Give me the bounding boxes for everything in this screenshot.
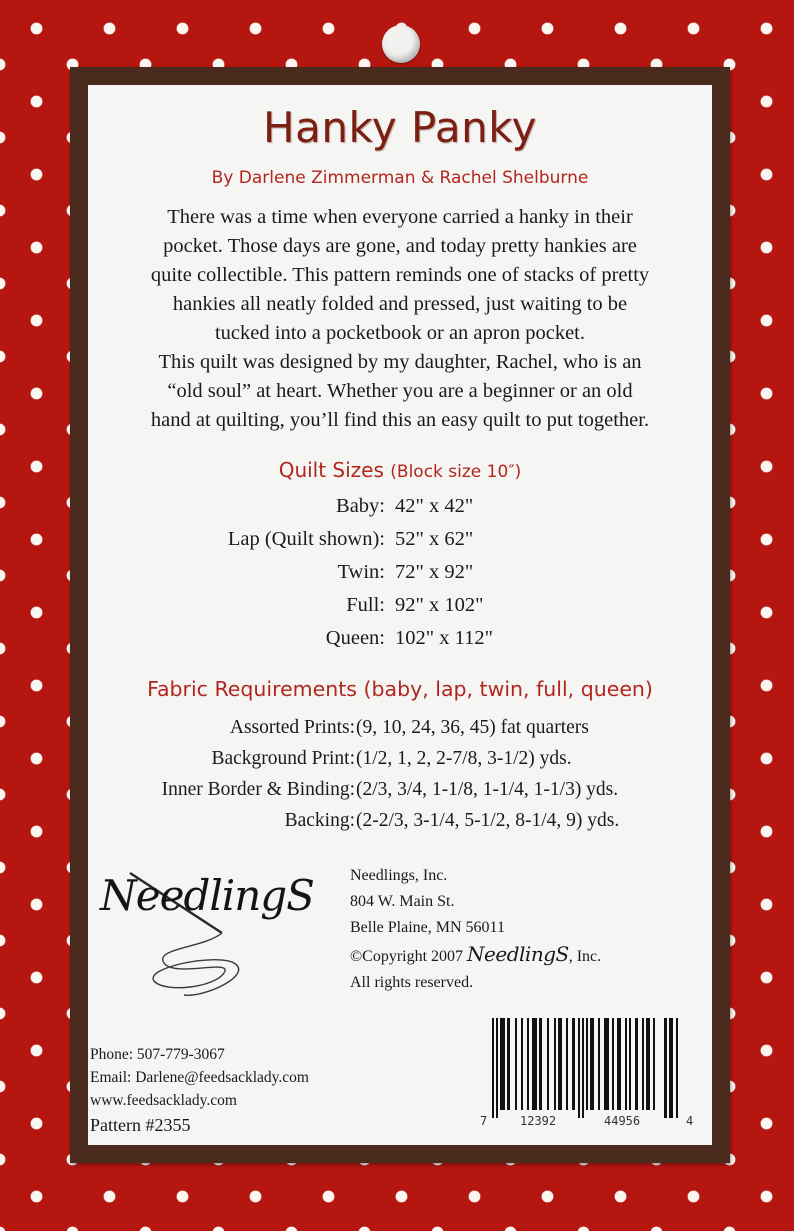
fabric-row — [88, 743, 712, 774]
fabric-label: Inner Border & Binding: — [161, 779, 355, 800]
publisher-name: Needlings, Inc. — [350, 867, 448, 884]
byline: By Darlene Zimmerman & Rachel Shelburne — [211, 168, 589, 188]
intro-line: There was a time when everyone carried a hanky in their — [167, 206, 633, 228]
brown-frame — [70, 67, 730, 1163]
fabric-value: (9, 10, 24, 36, 45) fat quarters — [356, 717, 589, 738]
barcode-bars-icon — [478, 1018, 693, 1118]
barcode-group-1: 12392 — [520, 1114, 557, 1128]
size-row-lap — [88, 523, 712, 556]
fabric-row — [88, 712, 712, 743]
size-value: 92" x 102" — [395, 594, 484, 616]
logo-wordmark: NeedlingS — [100, 871, 314, 920]
intro-line: “old soul” at heart. Whether you are a beginner or an old — [167, 380, 633, 402]
copyright-line — [350, 941, 601, 970]
size-label: Queen: — [325, 627, 385, 649]
size-label: Full: — [346, 594, 385, 616]
intro-text — [88, 203, 712, 435]
size-label: Lap (Quilt shown): — [227, 528, 385, 550]
fabric-label: Background Print: — [211, 748, 355, 769]
publisher-address — [350, 863, 601, 996]
size-row-baby — [88, 490, 712, 523]
size-value: 52" x 62" — [395, 528, 474, 550]
pattern-number: Pattern #2355 — [90, 1115, 191, 1135]
size-label: Baby: — [336, 495, 385, 517]
fabric-value: (1/2, 1, 2, 2-7/8, 3-1/2) yds. — [356, 748, 572, 769]
publisher-street: 804 W. Main St. — [350, 893, 455, 910]
quilt-sizes-title: Quilt Sizes — [278, 458, 384, 482]
size-row-queen — [88, 622, 712, 655]
size-value: 102" x 112" — [395, 627, 493, 649]
copyright-suffix: , Inc. — [568, 948, 602, 965]
fabric-requirements-table — [88, 712, 712, 836]
contact-info — [90, 1043, 309, 1138]
upc-barcode — [478, 1018, 693, 1133]
hanger-hole — [382, 25, 420, 63]
size-value: 42" x 42" — [395, 495, 474, 517]
pattern-title: Hanky Panky — [263, 103, 537, 152]
email: Email: Darlene@feedsacklady.com — [90, 1069, 309, 1086]
copyright-prefix: ©Copyright 2007 — [350, 948, 464, 965]
website: www.feedsacklady.com — [90, 1092, 237, 1109]
barcode-digit-right: 4 — [686, 1114, 694, 1128]
phone: Phone: 507-779-3067 — [90, 1046, 225, 1063]
intro-line: hankies all neatly folded and pressed, just waiting to be — [172, 293, 628, 315]
pattern-card — [88, 85, 712, 1145]
intro-line: hand at quilting, you’ll find this an easy quilt to put together. — [150, 409, 650, 431]
intro-line: quite collectible. This pattern reminds one of stacks of pretty — [150, 264, 650, 286]
publisher-city: Belle Plaine, MN 56011 — [350, 919, 505, 936]
size-row-twin — [88, 556, 712, 589]
intro-line: tucked into a pocketbook or an apron pocket. — [214, 322, 586, 344]
fabric-requirements-heading: Fabric Requirements (baby, lap, twin, full, queen) — [147, 677, 653, 701]
intro-line: pocket. Those days are gone, and today pretty hankies are — [163, 235, 637, 257]
fabric-value: (2/3, 3/4, 1-1/8, 1-1/4, 1-1/3) yds. — [356, 779, 619, 800]
fabric-label: Assorted Prints: — [229, 717, 355, 738]
fabric-row — [88, 805, 712, 836]
size-label: Twin: — [337, 561, 385, 583]
intro-line: This quilt was designed by my daughter, Rachel, who is an — [158, 351, 642, 373]
fabric-value: (2-2/3, 3-1/4, 5-1/2, 8-1/4, 9) yds. — [356, 810, 620, 831]
size-value: 72" x 92" — [395, 561, 474, 583]
quilt-sizes-table — [88, 490, 712, 655]
quilt-sizes-heading — [88, 458, 712, 482]
rights-reserved: All rights reserved. — [350, 974, 474, 991]
size-row-full — [88, 589, 712, 622]
fabric-label: Backing: — [284, 810, 355, 831]
barcode-digit-left: 7 — [480, 1114, 488, 1128]
copyright-logo: NeedlingS — [467, 942, 569, 966]
fabric-row — [88, 774, 712, 805]
needlings-logo — [94, 863, 334, 1003]
barcode-group-2: 44956 — [604, 1114, 641, 1128]
block-size-note: (Block size 10″) — [390, 462, 522, 482]
